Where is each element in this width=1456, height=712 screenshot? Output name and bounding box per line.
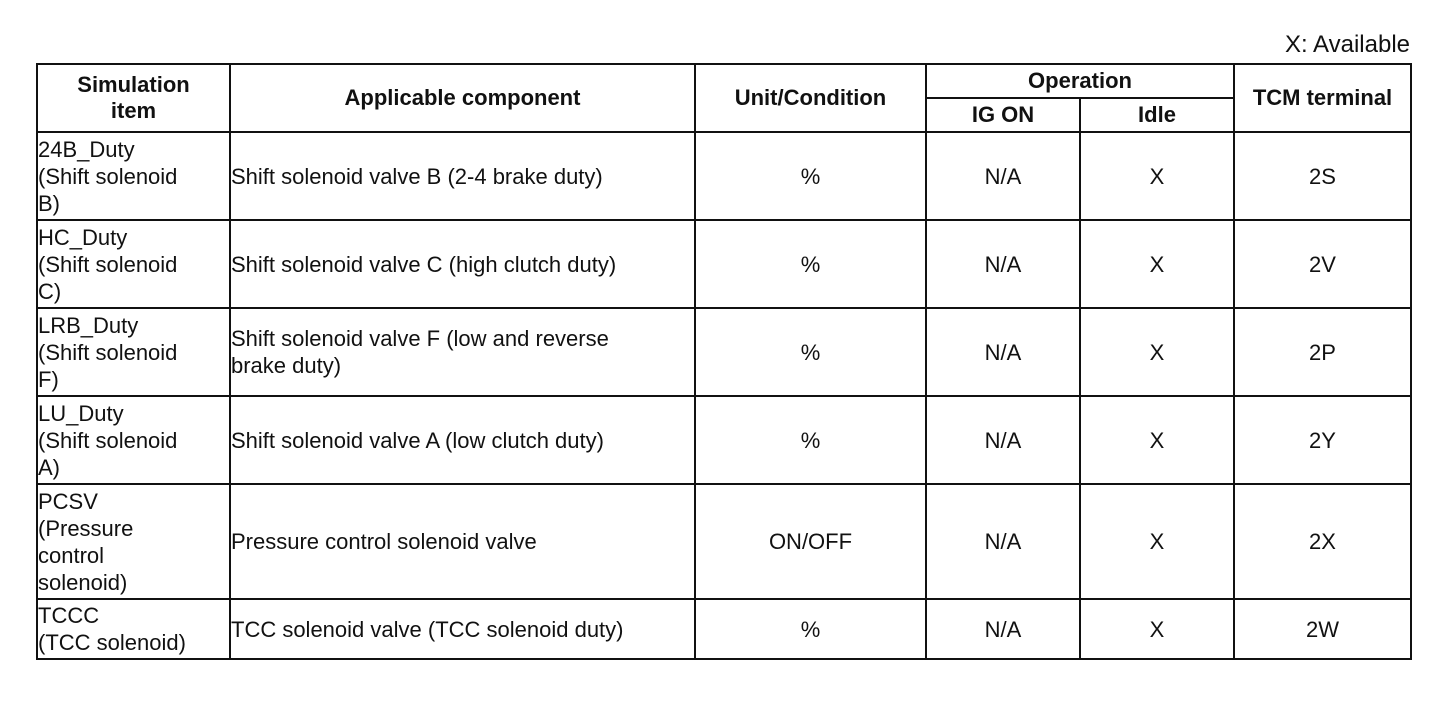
legend-note: X: Available (1285, 31, 1410, 58)
cell-component: TCC solenoid valve (TCC solenoid duty) (230, 599, 695, 659)
table-row (37, 308, 1411, 396)
cell-idle: X (1080, 308, 1234, 396)
header-simulation-item: Simulation item (37, 64, 230, 132)
header-applicable-component: Applicable component (230, 64, 695, 132)
table-row (37, 220, 1411, 308)
cell-ig-on: N/A (926, 599, 1080, 659)
cell-unit: % (695, 132, 926, 220)
cell-unit: ON/OFF (695, 484, 926, 599)
cell-terminal: 2Y (1234, 396, 1411, 484)
header-row-top (37, 64, 1411, 98)
simulation-table (36, 63, 1412, 660)
cell-unit: % (695, 308, 926, 396)
table-row (37, 396, 1411, 484)
cell-idle: X (1080, 220, 1234, 308)
cell-idle: X (1080, 484, 1234, 599)
header-tcm-terminal: TCM terminal (1234, 64, 1411, 132)
cell-idle: X (1080, 396, 1234, 484)
table-body (37, 132, 1411, 659)
cell-simulation-item: LRB_Duty (Shift solenoid F) (37, 308, 230, 396)
cell-simulation-item: HC_Duty (Shift solenoid C) (37, 220, 230, 308)
cell-unit: % (695, 599, 926, 659)
cell-idle: X (1080, 132, 1234, 220)
cell-component: Shift solenoid valve C (high clutch duty) (230, 220, 695, 308)
cell-simulation-item: LU_Duty (Shift solenoid A) (37, 396, 230, 484)
cell-terminal: 2W (1234, 599, 1411, 659)
cell-terminal: 2S (1234, 132, 1411, 220)
cell-ig-on: N/A (926, 132, 1080, 220)
cell-component: Shift solenoid valve A (low clutch duty) (230, 396, 695, 484)
table-row (37, 599, 1411, 659)
cell-idle: X (1080, 599, 1234, 659)
header-operation: Operation (926, 64, 1234, 98)
cell-component: Shift solenoid valve F (low and reverse brake duty) (230, 308, 695, 396)
header-ig-on: IG ON (926, 98, 1080, 132)
cell-ig-on: N/A (926, 220, 1080, 308)
cell-ig-on: N/A (926, 396, 1080, 484)
cell-simulation-item: PCSV (Pressure control solenoid) (37, 484, 230, 599)
cell-simulation-item: 24B_Duty (Shift solenoid B) (37, 132, 230, 220)
table-row (37, 132, 1411, 220)
cell-component: Shift solenoid valve B (2-4 brake duty) (230, 132, 695, 220)
cell-ig-on: N/A (926, 484, 1080, 599)
cell-terminal: 2P (1234, 308, 1411, 396)
header-unit-condition: Unit/Condition (695, 64, 926, 132)
cell-terminal: 2V (1234, 220, 1411, 308)
cell-simulation-item: TCCC (TCC solenoid) (37, 599, 230, 659)
cell-terminal: 2X (1234, 484, 1411, 599)
cell-component: Pressure control solenoid valve (230, 484, 695, 599)
cell-unit: % (695, 396, 926, 484)
header-idle: Idle (1080, 98, 1234, 132)
cell-ig-on: N/A (926, 308, 1080, 396)
table-header (37, 64, 1411, 132)
cell-unit: % (695, 220, 926, 308)
table-row (37, 484, 1411, 599)
